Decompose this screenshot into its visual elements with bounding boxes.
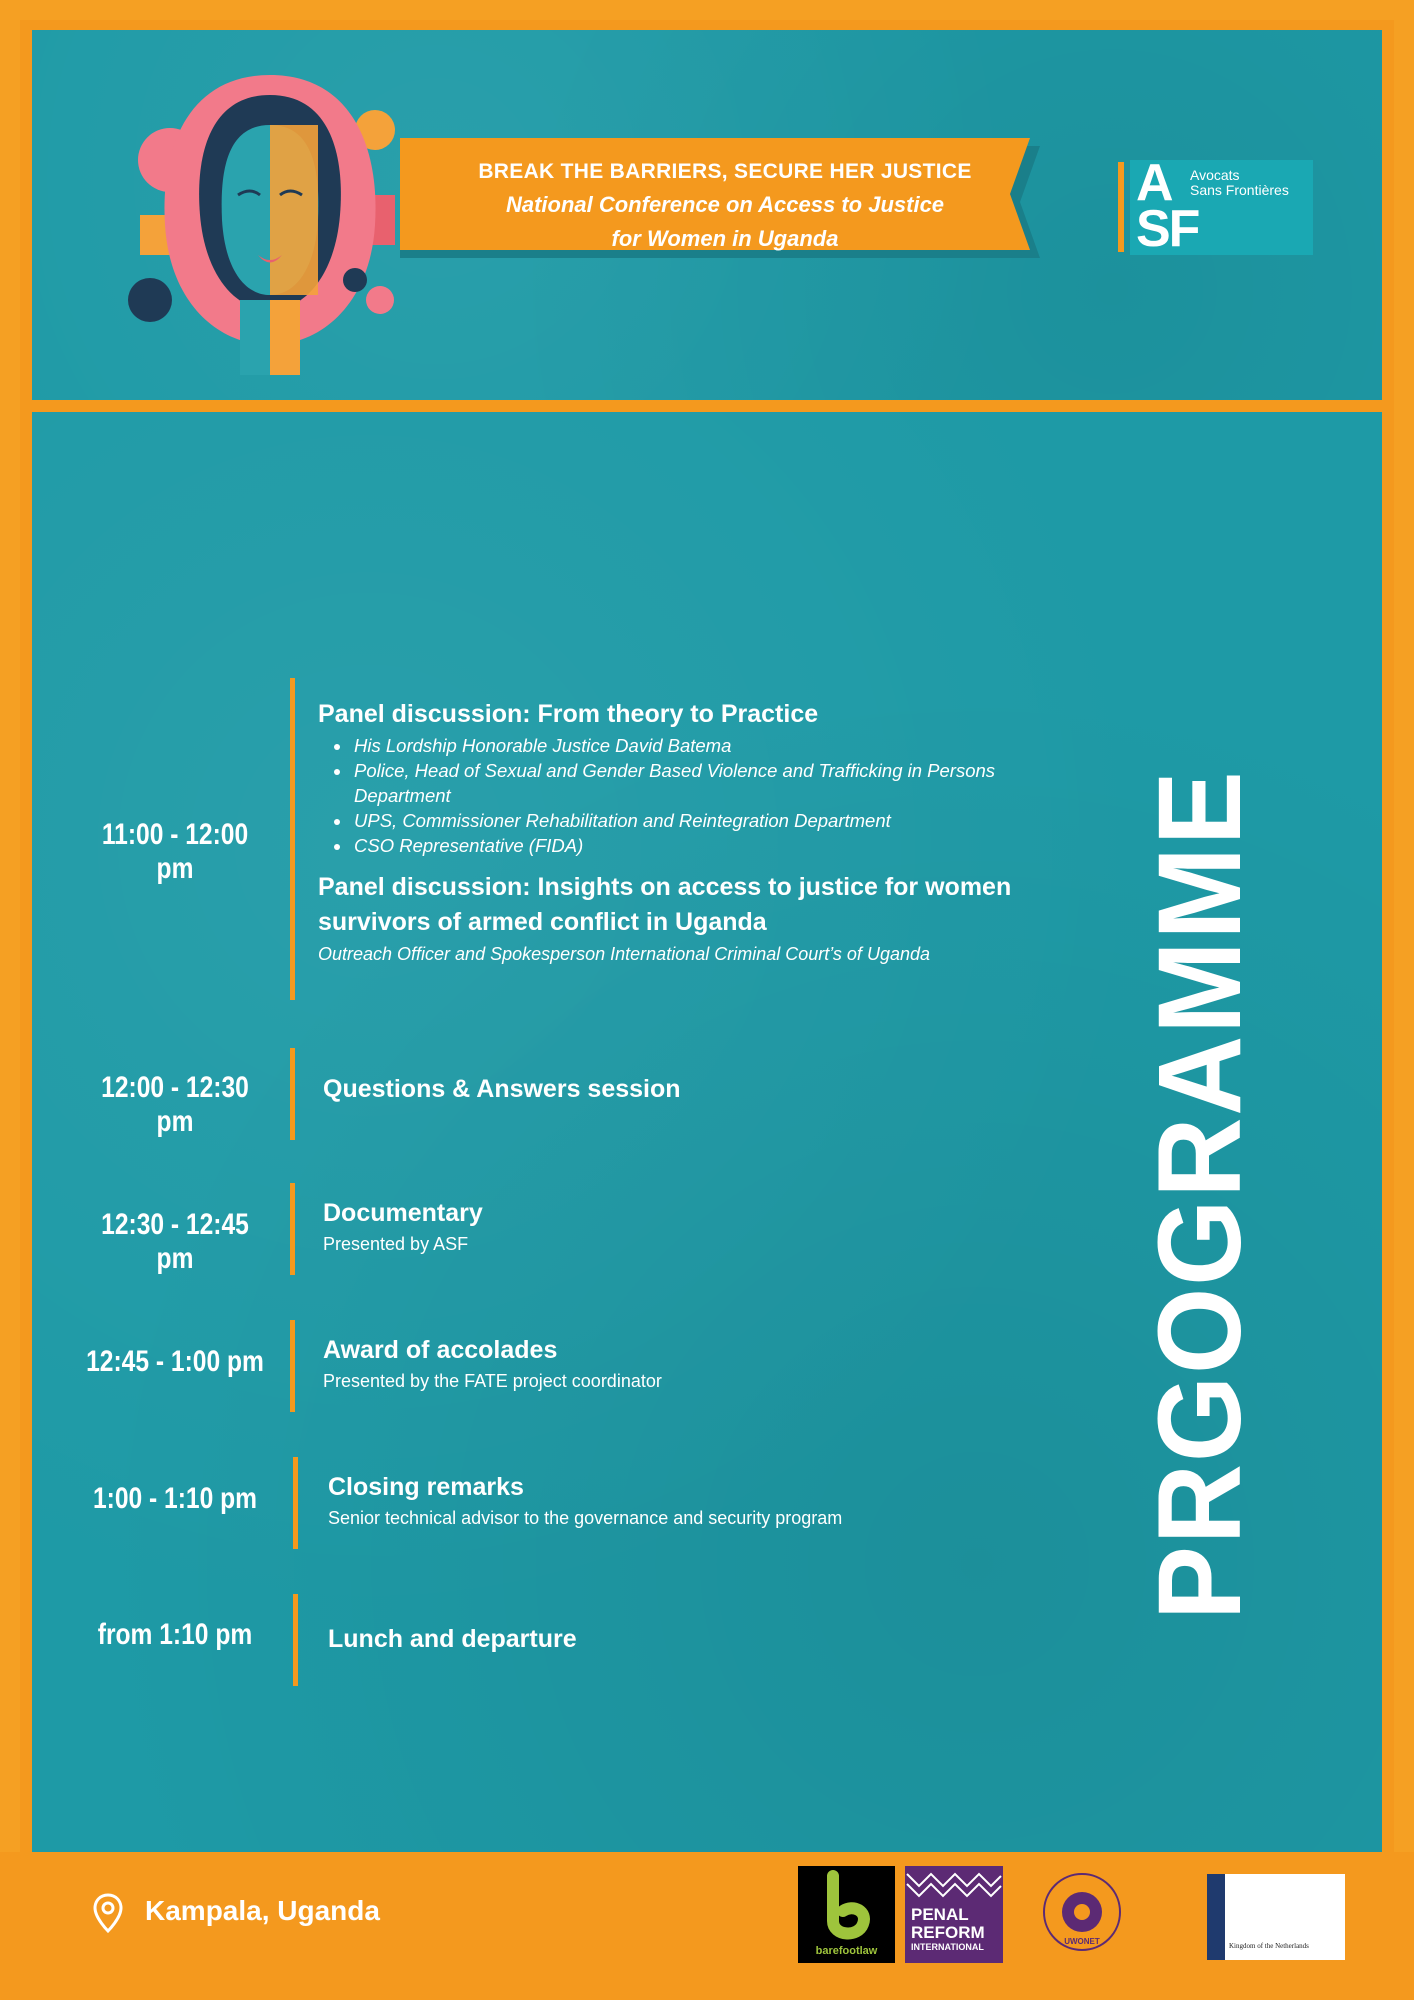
penal-reform-word-reform: REFORM — [911, 1923, 985, 1942]
schedule-time-4: 12:45 - 1:00 pm — [86, 1345, 264, 1378]
netherlands-logo-bar — [1207, 1874, 1225, 1960]
banner-headline: BREAK THE BARRIERS, SECURE HER JUSTICE — [478, 160, 972, 183]
schedule-divider-5 — [293, 1457, 298, 1549]
netherlands-logo — [1207, 1874, 1345, 1960]
award-title: Award of accolades — [323, 1336, 558, 1364]
asf-letters-sf: SF — [1136, 200, 1199, 258]
conference-banner — [400, 138, 1050, 266]
schedule-time-2: 12:00 - 12:30 pm — [101, 1071, 249, 1138]
qa-session-title: Questions & Answers session — [323, 1075, 681, 1103]
event-location: Kampala, Uganda — [145, 1895, 380, 1926]
netherlands-logo-text: Kingdom of the Netherlands — [1229, 1942, 1309, 1950]
penal-reform-word-penal: PENAL — [911, 1905, 969, 1924]
panel1-speaker: • His Lordship Honorable Justice David Batema — [352, 733, 1072, 758]
banner-subtitle-line2: for Women in Uganda — [611, 226, 839, 251]
panel2-speaker: Outreach Officer and Spokesperson International Criminal Court’s of Uganda — [318, 944, 930, 964]
lunch-title: Lunch and departure — [328, 1625, 577, 1653]
asf-logo — [1118, 154, 1313, 258]
schedule-time-5: 1:00 - 1:10 pm — [92, 1482, 258, 1515]
documentary-title: Documentary — [323, 1199, 483, 1227]
schedule-time-1: 11:00 - 12:00 pm — [101, 818, 249, 885]
schedule-divider-4 — [290, 1320, 295, 1412]
panel2-title-line1: Panel discussion: Insights on access to justice for women — [318, 873, 1012, 901]
penal-reform-logo-text — [911, 1906, 985, 1953]
panel1-speaker-list — [318, 733, 1072, 858]
programme-heading — [1134, 715, 1266, 1620]
barefootlaw-logo-text: barefootlaw — [815, 1945, 878, 1957]
schedule-divider-3 — [290, 1183, 295, 1275]
schedule-time-3: 12:30 - 12:45 pm — [101, 1208, 249, 1275]
documentary-presenter: Presented by ASF — [323, 1234, 469, 1254]
closing-remarks-presenter: Senior technical advisor to the governance and security program — [328, 1508, 843, 1528]
schedule-time-6: from 1:10 pm — [97, 1618, 253, 1651]
panel1-speaker: • UPS, Commissioner Rehabilitation and Reintegration Department — [352, 808, 1072, 833]
asf-word-sans-frontieres: Sans Frontières — [1190, 182, 1289, 198]
asf-logo-words — [1190, 168, 1289, 198]
uwonet-logo — [1025, 1866, 1140, 1966]
programme-heading-text: PRGOGRAMME — [1134, 769, 1266, 1620]
panel1-speaker: • CSO Representative (FIDA) — [352, 833, 1072, 858]
award-presenter: Presented by the FATE project coordinator — [323, 1371, 662, 1391]
asf-word-avocats: Avocats — [1190, 167, 1240, 183]
penal-reform-logo — [905, 1866, 1003, 1963]
closing-remarks-title: Closing remarks — [328, 1473, 524, 1501]
penal-reform-word-international: INTERNATIONAL — [911, 1942, 984, 1952]
asf-logo-bar — [1118, 162, 1124, 252]
panel2-title-line2: survivors of armed conflict in Uganda — [318, 908, 767, 936]
banner-subtitle-line1: National Conference on Access to Justice — [505, 192, 945, 217]
location-pin-icon — [92, 1893, 124, 1940]
uwonet-logo-text: UWONET — [1064, 1937, 1100, 1946]
schedule-divider-6 — [293, 1594, 298, 1686]
barefootlaw-logo — [798, 1866, 895, 1963]
panel1-speaker: • Police, Head of Sexual and Gender Based Violence and Trafficking in Persons Department — [352, 758, 1072, 808]
woman-portrait-illustration — [120, 55, 420, 375]
panel1-title: Panel discussion: From theory to Practice — [318, 700, 819, 728]
schedule-divider-2 — [290, 1048, 295, 1140]
asf-letter-a: A — [1136, 154, 1172, 212]
schedule-divider-1 — [290, 678, 295, 1000]
